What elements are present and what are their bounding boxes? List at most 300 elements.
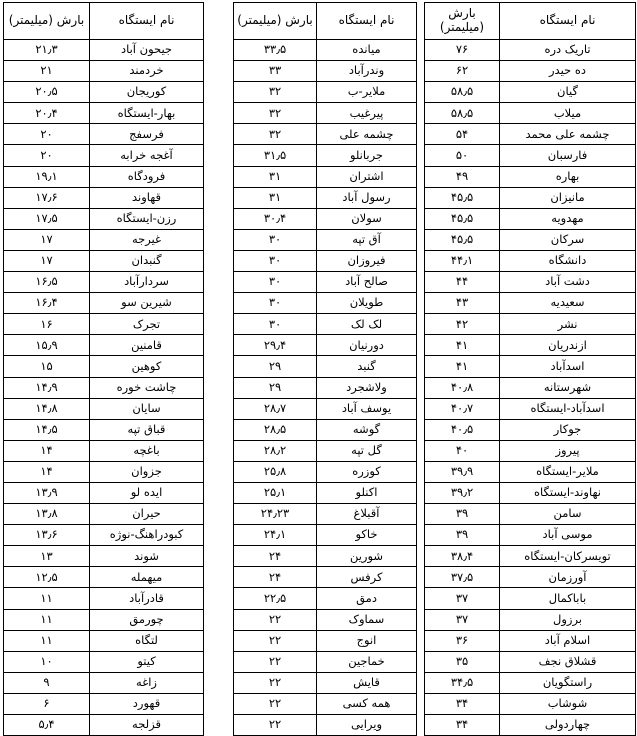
table-row — [234, 651, 417, 672]
station-name-cell: میهمله — [90, 567, 204, 588]
table-row — [4, 525, 204, 546]
station-name-cell: اسدآباد-ایستگاه — [500, 398, 636, 419]
table-row — [234, 40, 417, 61]
station-name-cell: تویسرکان-ایستگاه — [500, 546, 636, 567]
station-name-cell: رزن-ایستگاه — [90, 208, 204, 229]
rainfall-value-cell: ۳۹ — [425, 504, 500, 525]
station-name-cell: نهاوند-ایستگاه — [500, 482, 636, 503]
rainfall-value-cell: ۲۸٫۲ — [234, 440, 317, 461]
table-row — [425, 103, 636, 124]
table-row — [234, 525, 417, 546]
station-name-cell: گنبد — [317, 356, 417, 377]
station-name-cell: صالح آباد — [317, 272, 417, 293]
station-name-cell: جیحون آباد — [90, 40, 204, 61]
station-name-cell: انوج — [317, 630, 417, 651]
table-row — [425, 398, 636, 419]
rainfall-value-cell: ۳۰٫۴ — [234, 208, 317, 229]
table-row — [234, 82, 417, 103]
station-name-cell: کوهین — [90, 356, 204, 377]
station-name-cell: تاریک دره — [500, 40, 636, 61]
table-row — [425, 440, 636, 461]
rainfall-value-cell: ۴۹ — [425, 166, 500, 187]
rainfall-value-cell: ۲۲ — [234, 630, 317, 651]
rainfall-value-cell: ۳۲ — [234, 124, 317, 145]
rainfall-value-cell: ۱۰ — [4, 651, 90, 672]
table-row — [425, 546, 636, 567]
rainfall-value-cell: ۳۷٫۵ — [425, 567, 500, 588]
station-name-cell: شوند — [90, 546, 204, 567]
rainfall-value-cell: ۲۲٫۵ — [234, 588, 317, 609]
station-name-cell: برزول — [500, 609, 636, 630]
table-row — [4, 419, 204, 440]
rainfall-value-cell: ۲۹٫۴ — [234, 335, 317, 356]
rainfall-column-header: بارش (میلیمتر) — [425, 3, 500, 40]
rainfall-value-cell: ۱۱ — [4, 630, 90, 651]
table-row — [4, 609, 204, 630]
table-row — [425, 715, 636, 736]
rainfall-value-cell: ۲۸٫۵ — [234, 419, 317, 440]
rainfall-value-cell: ۵۰ — [425, 145, 500, 166]
table-row — [234, 440, 417, 461]
station-column-header: نام ایستگاه — [500, 3, 636, 40]
station-table-3 — [3, 2, 204, 736]
station-name-cell: گوشه — [317, 419, 417, 440]
station-name-cell: سامن — [500, 504, 636, 525]
station-name-cell: جزوان — [90, 461, 204, 482]
rainfall-value-cell: ۲۱ — [4, 61, 90, 82]
rainfall-value-cell: ۴۵٫۵ — [425, 208, 500, 229]
rainfall-value-cell: ۳۴٫۵ — [425, 672, 500, 693]
station-name-cell: باغچه — [90, 440, 204, 461]
table-row — [234, 715, 417, 736]
rainfall-value-cell: ۹ — [4, 672, 90, 693]
station-name-cell: گیان — [500, 82, 636, 103]
station-name-cell: راستگویان — [500, 672, 636, 693]
rainfall-value-cell: ۱۳٫۹ — [4, 482, 90, 503]
station-name-cell: قایش — [317, 672, 417, 693]
table-row — [425, 525, 636, 546]
rainfall-value-cell: ۳۱ — [234, 166, 317, 187]
rainfall-value-cell: ۲۹ — [234, 377, 317, 398]
rainfall-value-cell: ۲۵٫۸ — [234, 461, 317, 482]
table-row — [234, 567, 417, 588]
station-name-cell: قهاوند — [90, 187, 204, 208]
station-name-cell: مانیزان — [500, 187, 636, 208]
station-name-cell: همه کسی — [317, 693, 417, 714]
table-row — [425, 693, 636, 714]
rainfall-value-cell: ۳۰ — [234, 229, 317, 250]
rainfall-value-cell: ۳۰ — [234, 272, 317, 293]
rainfall-value-cell: ۱۴ — [4, 440, 90, 461]
rainfall-value-cell: ۴۰٫۵ — [425, 419, 500, 440]
rainfall-value-cell: ۳۲ — [234, 103, 317, 124]
table-row — [425, 609, 636, 630]
station-name-cell: سایان — [90, 398, 204, 419]
rainfall-value-cell: ۲۴ — [234, 567, 317, 588]
table-row — [425, 61, 636, 82]
table-row — [234, 103, 417, 124]
station-name-cell: ایده لو — [90, 482, 204, 503]
station-name-cell: لک لک — [317, 314, 417, 335]
station-name-cell: سماوک — [317, 609, 417, 630]
rainfall-value-cell: ۱۷ — [4, 250, 90, 271]
station-name-cell: آق تپه — [317, 229, 417, 250]
table-row — [4, 567, 204, 588]
table-row — [425, 145, 636, 166]
station-name-cell: کیتو — [90, 651, 204, 672]
rainfall-value-cell: ۴۴ — [425, 272, 500, 293]
table-row — [425, 504, 636, 525]
table-row — [4, 482, 204, 503]
table-row — [234, 208, 417, 229]
station-name-cell: سولان — [317, 208, 417, 229]
rainfall-value-cell: ۳۴ — [425, 693, 500, 714]
station-name-cell: قامنین — [90, 335, 204, 356]
table-row — [425, 187, 636, 208]
table-row — [234, 166, 417, 187]
rainfall-value-cell: ۴۲ — [425, 314, 500, 335]
station-name-cell: وندرآباد — [317, 61, 417, 82]
station-name-cell: گنبدان — [90, 250, 204, 271]
rainfall-value-cell: ۳۸٫۴ — [425, 546, 500, 567]
station-name-cell: شوشاب — [500, 693, 636, 714]
rainfall-value-cell: ۱۲٫۵ — [4, 567, 90, 588]
station-name-cell: گل تپه — [317, 440, 417, 461]
table-row — [234, 672, 417, 693]
table-row — [425, 588, 636, 609]
table-row — [4, 693, 204, 714]
table-row — [4, 715, 204, 736]
table-row — [425, 40, 636, 61]
rainfall-value-cell: ۳۰ — [234, 293, 317, 314]
table-row — [425, 482, 636, 503]
station-name-cell: چشمه علی — [317, 124, 417, 145]
table-row — [234, 461, 417, 482]
station-name-cell: اسلام آباد — [500, 630, 636, 651]
table-row — [234, 609, 417, 630]
table-row — [425, 208, 636, 229]
station-name-cell: شیرین سو — [90, 293, 204, 314]
rainfall-value-cell: ۲۰ — [4, 145, 90, 166]
station-name-cell: جوکار — [500, 419, 636, 440]
table-row — [425, 630, 636, 651]
rainfall-value-cell: ۲۱٫۳ — [4, 40, 90, 61]
rainfall-value-cell: ۳۷ — [425, 609, 500, 630]
station-column-header: نام ایستگاه — [90, 3, 204, 40]
table-row — [4, 440, 204, 461]
rainfall-value-cell: ۱۱ — [4, 609, 90, 630]
rainfall-column-header: بارش (میلیمتر) — [234, 3, 317, 40]
rainfall-value-cell: ۲۲ — [234, 715, 317, 736]
station-name-cell: یوسف آباد — [317, 398, 417, 419]
rainfall-value-cell: ۵۸٫۵ — [425, 103, 500, 124]
table-row — [234, 61, 417, 82]
station-name-cell: دانشگاه — [500, 250, 636, 271]
table-row — [234, 145, 417, 166]
table-row — [4, 546, 204, 567]
station-name-cell: رسول آباد — [317, 187, 417, 208]
rainfall-column-header: بارش (میلیمتر) — [4, 3, 90, 40]
rainfall-value-cell: ۱۹٫۱ — [4, 166, 90, 187]
table-row — [234, 356, 417, 377]
rainfall-value-cell: ۳۹٫۹ — [425, 461, 500, 482]
station-name-cell: ولاشجرد — [317, 377, 417, 398]
rainfall-value-cell: ۴۰٫۸ — [425, 377, 500, 398]
station-name-cell: لتگاه — [90, 630, 204, 651]
rainfall-value-cell: ۴۳ — [425, 293, 500, 314]
table-row — [234, 693, 417, 714]
station-name-cell: جربانلو — [317, 145, 417, 166]
table-row — [4, 356, 204, 377]
station-name-cell: اسدآباد — [500, 356, 636, 377]
station-name-cell: اشتران — [317, 166, 417, 187]
table-row — [4, 229, 204, 250]
rainfall-value-cell: ۱۱ — [4, 588, 90, 609]
station-name-cell: آغجه خرابه — [90, 145, 204, 166]
station-name-cell: قادرآباد — [90, 588, 204, 609]
station-name-cell: میانده — [317, 40, 417, 61]
rainfall-value-cell: ۱۷٫۶ — [4, 187, 90, 208]
station-name-cell: کرفس — [317, 567, 417, 588]
table-row — [234, 377, 417, 398]
station-name-cell: پیرغیب — [317, 103, 417, 124]
table-row — [234, 398, 417, 419]
table-row — [4, 461, 204, 482]
table-row — [425, 567, 636, 588]
station-name-cell: سرکان — [500, 229, 636, 250]
rainfall-value-cell: ۴۱ — [425, 335, 500, 356]
station-name-cell: بهاره — [500, 166, 636, 187]
table-row — [425, 651, 636, 672]
table-row — [234, 482, 417, 503]
station-name-cell: ده حیدر — [500, 61, 636, 82]
table-row — [234, 419, 417, 440]
rainfall-value-cell: ۱۳٫۸ — [4, 504, 90, 525]
station-name-cell: حیران — [90, 504, 204, 525]
rainfall-value-cell: ۱۷ — [4, 229, 90, 250]
rainfall-value-cell: ۲۵٫۱ — [234, 482, 317, 503]
rainfall-value-cell: ۶۲ — [425, 61, 500, 82]
station-table-1 — [424, 2, 636, 736]
table-row — [4, 651, 204, 672]
table-row — [425, 419, 636, 440]
table-row — [4, 398, 204, 419]
rainfall-value-cell: ۳۱٫۵ — [234, 145, 317, 166]
station-name-cell: غیرجه — [90, 229, 204, 250]
table-row — [425, 229, 636, 250]
rainfall-value-cell: ۲۲ — [234, 609, 317, 630]
table-row — [4, 166, 204, 187]
table-row — [425, 672, 636, 693]
rainfall-value-cell: ۱۶ — [4, 314, 90, 335]
station-name-cell: کوریجان — [90, 82, 204, 103]
station-table-2 — [233, 2, 417, 736]
table-row — [4, 124, 204, 145]
table-row — [234, 229, 417, 250]
rainfall-value-cell: ۱۴٫۹ — [4, 377, 90, 398]
table-row — [425, 335, 636, 356]
station-name-cell: سعیدیه — [500, 293, 636, 314]
rainfall-value-cell: ۳۴ — [425, 715, 500, 736]
rainfall-value-cell: ۱۴٫۵ — [4, 419, 90, 440]
rainfall-value-cell: ۴۱ — [425, 356, 500, 377]
station-name-cell: دورنیان — [317, 335, 417, 356]
table-row — [4, 314, 204, 335]
rainfall-value-cell: ۳۹٫۲ — [425, 482, 500, 503]
station-name-cell: خاکو — [317, 525, 417, 546]
station-name-cell: طویلان — [317, 293, 417, 314]
station-name-cell: چشمه علی محمد — [500, 124, 636, 145]
rainfall-value-cell: ۳۳٫۵ — [234, 40, 317, 61]
table-row — [4, 82, 204, 103]
table-row — [425, 166, 636, 187]
station-name-cell: ویرایی — [317, 715, 417, 736]
station-name-cell: آورزمان — [500, 567, 636, 588]
table-row — [4, 335, 204, 356]
station-name-cell: کوزره — [317, 461, 417, 482]
station-name-cell: فرسفج — [90, 124, 204, 145]
rainfall-value-cell: ۲۴٫۲۳ — [234, 504, 317, 525]
rainfall-value-cell: ۵۴ — [425, 124, 500, 145]
table-row — [4, 61, 204, 82]
rainfall-value-cell: ۴۵٫۵ — [425, 187, 500, 208]
station-name-cell: دشت آباد — [500, 272, 636, 293]
table-row — [234, 293, 417, 314]
rainfall-value-cell: ۵۸٫۵ — [425, 82, 500, 103]
station-name-cell: پیروز — [500, 440, 636, 461]
station-name-cell: قباق تپه — [90, 419, 204, 440]
station-name-cell: زاغه — [90, 672, 204, 693]
header-row — [234, 3, 417, 40]
rainfall-value-cell: ۲۸٫۷ — [234, 398, 317, 419]
station-name-cell: قشلاق نجف — [500, 651, 636, 672]
table-row — [4, 377, 204, 398]
rainfall-value-cell: ۴۰ — [425, 440, 500, 461]
rainfall-value-cell: ۲۲ — [234, 693, 317, 714]
rainfall-value-cell: ۲۲ — [234, 651, 317, 672]
station-name-cell: فارسبان — [500, 145, 636, 166]
rainfall-value-cell: ۱۵ — [4, 356, 90, 377]
rainfall-value-cell: ۶ — [4, 693, 90, 714]
rainfall-value-cell: ۳۰ — [234, 250, 317, 271]
table-row — [234, 630, 417, 651]
station-name-cell: چورمق — [90, 609, 204, 630]
rainfall-value-cell: ۳۲ — [234, 82, 317, 103]
table-row — [425, 461, 636, 482]
rainfall-value-cell: ۱۳٫۶ — [4, 525, 90, 546]
station-name-cell: بهار-ایستگاه — [90, 103, 204, 124]
station-name-cell: اکنلو — [317, 482, 417, 503]
table-row — [234, 504, 417, 525]
rainfall-value-cell: ۴۰٫۷ — [425, 398, 500, 419]
rainfall-value-cell: ۳۶ — [425, 630, 500, 651]
rainfall-value-cell: ۳۰ — [234, 314, 317, 335]
table-row — [234, 250, 417, 271]
station-name-cell: قهورد — [90, 693, 204, 714]
rainfall-value-cell: ۷۶ — [425, 40, 500, 61]
table-row — [234, 272, 417, 293]
table-row — [4, 40, 204, 61]
table-row — [234, 546, 417, 567]
station-name-cell: تجرک — [90, 314, 204, 335]
table-row — [4, 504, 204, 525]
rainfall-value-cell: ۲۹ — [234, 356, 317, 377]
table-row — [234, 187, 417, 208]
table-row — [425, 314, 636, 335]
rainfall-value-cell: ۱۳ — [4, 546, 90, 567]
rainfall-value-cell: ۴۵٫۵ — [425, 229, 500, 250]
table-row — [234, 335, 417, 356]
station-name-cell: مهدویه — [500, 208, 636, 229]
table-row — [4, 272, 204, 293]
table-row — [234, 314, 417, 335]
rainfall-value-cell: ۱۶٫۴ — [4, 293, 90, 314]
rainfall-value-cell: ۱۷٫۵ — [4, 208, 90, 229]
rainfall-value-cell: ۳۷ — [425, 588, 500, 609]
station-name-cell: ملایر-ب — [317, 82, 417, 103]
station-name-cell: خماجین — [317, 651, 417, 672]
table-row — [4, 588, 204, 609]
rainfall-value-cell: ۱۶٫۵ — [4, 272, 90, 293]
header-row — [4, 3, 204, 40]
rainfall-value-cell: ۲۴ — [234, 546, 317, 567]
table-row — [425, 272, 636, 293]
station-name-cell: سردارآباد — [90, 272, 204, 293]
rainfall-value-cell: ۲۲ — [234, 672, 317, 693]
table-row — [425, 124, 636, 145]
table-row — [425, 250, 636, 271]
rainfall-value-cell: ۵٫۴ — [4, 715, 90, 736]
station-name-cell: ازندریان — [500, 335, 636, 356]
table-row — [425, 356, 636, 377]
rainfall-value-cell: ۱۴٫۸ — [4, 398, 90, 419]
table-row — [4, 630, 204, 651]
table-row — [425, 293, 636, 314]
rainfall-value-cell: ۲۰٫۴ — [4, 103, 90, 124]
table-row — [4, 187, 204, 208]
station-name-cell: فرودگاه — [90, 166, 204, 187]
station-name-cell: میلاب — [500, 103, 636, 124]
station-name-cell: دمق — [317, 588, 417, 609]
table-row — [4, 103, 204, 124]
station-column-header: نام ایستگاه — [317, 3, 417, 40]
station-name-cell: چهاردولی — [500, 715, 636, 736]
table-row — [234, 124, 417, 145]
rainfall-value-cell: ۳۵ — [425, 651, 500, 672]
table-row — [4, 293, 204, 314]
header-row — [425, 3, 636, 40]
station-name-cell: باباکمال — [500, 588, 636, 609]
station-name-cell: شهرستانه — [500, 377, 636, 398]
station-name-cell: آقبلاغ — [317, 504, 417, 525]
rainfall-value-cell: ۳۱ — [234, 187, 317, 208]
station-name-cell: نشر — [500, 314, 636, 335]
rainfall-value-cell: ۴۴٫۱ — [425, 250, 500, 271]
station-name-cell: ملایر-ایستگاه — [500, 461, 636, 482]
table-row — [425, 377, 636, 398]
table-row — [4, 250, 204, 271]
rainfall-value-cell: ۳۳ — [234, 61, 317, 82]
table-row — [4, 208, 204, 229]
rainfall-value-cell: ۲۰ — [4, 124, 90, 145]
rainfall-value-cell: ۲۴٫۱ — [234, 525, 317, 546]
station-name-cell: چاشت خوره — [90, 377, 204, 398]
rainfall-value-cell: ۳۹ — [425, 525, 500, 546]
rainfall-value-cell: ۲۰٫۵ — [4, 82, 90, 103]
table-row — [234, 588, 417, 609]
rainfall-value-cell: ۱۵٫۹ — [4, 335, 90, 356]
station-name-cell: خردمند — [90, 61, 204, 82]
